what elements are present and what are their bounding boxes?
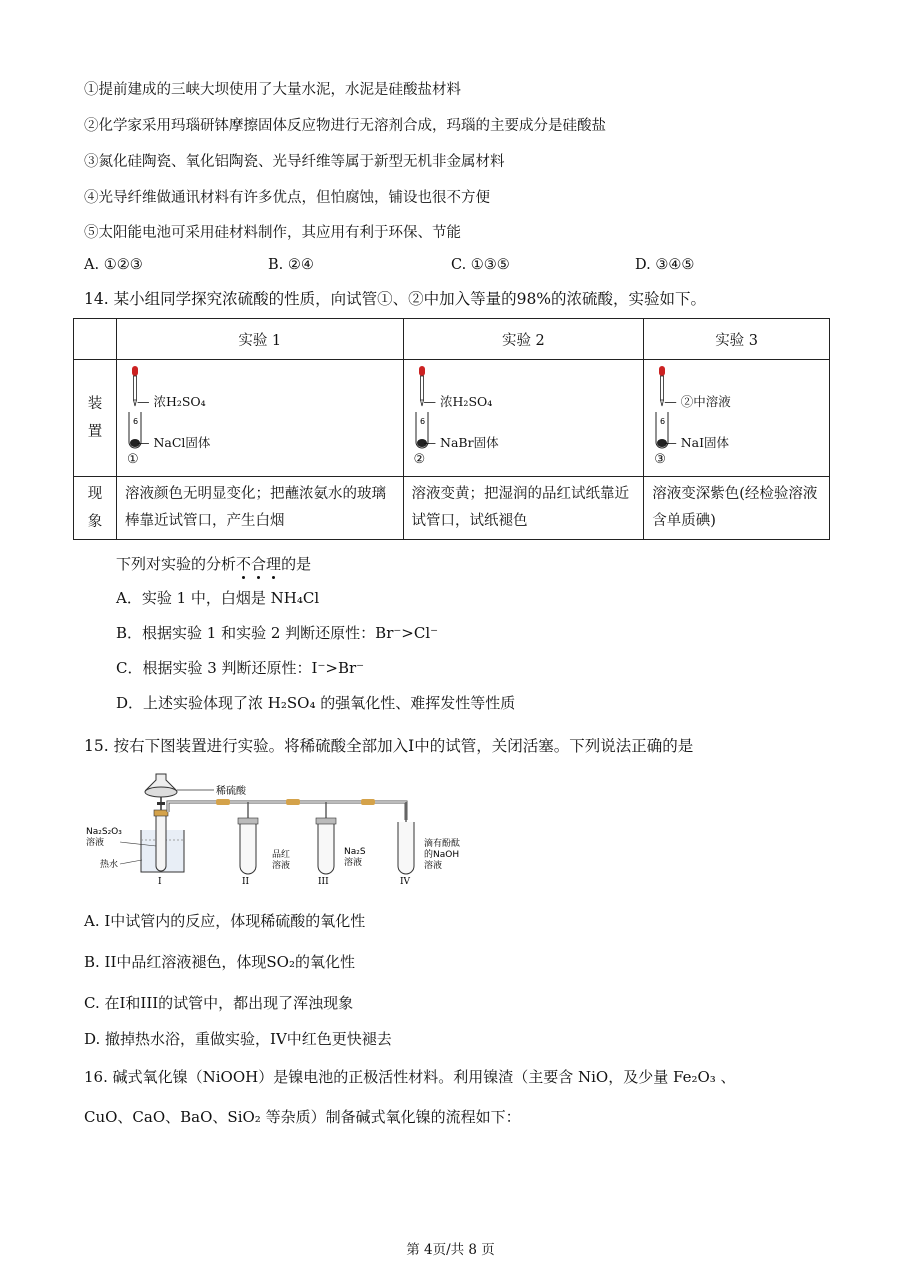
q14-option-d: D．上述实验体现了浓 H₂SO₄ 的强氧化性、难挥发性等性质 — [116, 694, 516, 712]
q15-option-b: B. II中品红溶液褪色，体现SO₂的氧化性 — [84, 953, 355, 971]
roman-1: I — [158, 877, 162, 887]
dropper-label-3: ②中溶液 — [680, 394, 731, 409]
q15-option-c: C. 在I和III的试管中，都出现了浑浊现象 — [84, 994, 354, 1012]
roman-3: III — [318, 877, 329, 887]
svg-text:6: 6 — [660, 417, 666, 426]
q14-option-b: B．根据实验 1 和实验 2 判断还原性：Br⁻>Cl⁻ — [116, 624, 439, 642]
tube-number-3: ③ — [654, 452, 666, 467]
apparatus-3: 6 — ②中溶液 — NaI固体 ③ — [644, 360, 830, 477]
roman-4: IV — [400, 877, 411, 887]
emphasis-char: 不 — [236, 555, 252, 573]
label-reagent-1: Na₂S₂O₃ — [86, 827, 122, 837]
label-tube4-1: 滴有酚酞 — [424, 839, 461, 849]
q13-statement-2: ②化学家采用玛瑙研钵摩擦固体反应物进行无溶剂合成，玛瑙的主要成分是硅酸盐 — [84, 118, 606, 134]
experiment-table — [73, 318, 830, 540]
q15-option-d: D. 撤掉热水浴，重做实验，IV中红色更快褪去 — [84, 1030, 392, 1048]
q15-apparatus-figure — [86, 770, 486, 888]
header-exp-2: 实验 2 — [403, 319, 644, 360]
label-tube3-1: Na₂S — [344, 847, 366, 857]
q13-option-b: B. ②④ — [268, 257, 314, 273]
q13-statement-1: ①提前建成的三峡大坝使用了大量水泥，水泥是硅酸盐材料 — [84, 82, 461, 98]
tube-label-2: NaBr固体 — [440, 435, 499, 450]
roman-2: II — [242, 877, 250, 887]
page-footer: 第 4页/共 8 页 — [406, 1242, 495, 1258]
q13-statement-4: ④光导纤维做通讯材料有许多优点，但怕腐蚀，铺设也很不方便 — [84, 190, 490, 206]
label-tube4-2: 的NaOH — [424, 850, 460, 860]
q15-stem: 15. 按右下图装置进行实验。将稀硫酸全部加入I中的试管，关闭活塞。下列说法正确的是 — [84, 737, 694, 755]
q16-line-1: 16. 碱式氧化镍（NiOOH）是镍电池的正极活性材料。利用镍渣（主要含 NiO，及少量 Fe₂O₃ 、 — [84, 1068, 736, 1086]
q14-option-a: A．实验 1 中，白烟是 NH₄Cl — [116, 589, 320, 607]
q13-statement-5: ⑤太阳能电池可采用硅材料制作，其应用有利于环保、节能 — [84, 225, 461, 241]
label-tube4-3: 溶液 — [424, 861, 443, 871]
q13-option-d: D. ③④⑤ — [635, 257, 695, 273]
tube-label-3: NaI固体 — [680, 435, 730, 450]
q13-statement-3: ③氮化硅陶瓷、氧化铝陶瓷、光导纤维等属于新型无机非金属材料 — [84, 154, 505, 170]
phenomenon-3: 溶液变深紫色(经检验溶液含单质碘) — [644, 477, 830, 540]
label-tube2-2: 溶液 — [272, 861, 291, 871]
phenomenon-2: 溶液变黄；把湿润的品红试纸靠近试管口，试纸褪色 — [403, 477, 644, 540]
header-exp-1: 实验 1 — [116, 319, 403, 360]
dropper-label-2: 浓H₂SO₄ — [440, 394, 493, 409]
label-acid: 稀硫酸 — [216, 786, 246, 797]
label-tube2-1: 品红 — [272, 850, 291, 860]
q14-option-c: C．根据实验 3 判断还原性：I⁻>Br⁻ — [116, 659, 365, 677]
q14-prompt: 下列对实验的分析不合理的是 — [116, 555, 312, 573]
label-reagent-2: 溶液 — [86, 838, 105, 848]
svg-text:6: 6 — [132, 417, 139, 426]
row-label-apparatus: 装 置 — [74, 360, 117, 477]
svg-text:6: 6 — [419, 417, 425, 426]
q16-line-2: CuO、CaO、BaO、SiO₂ 等杂质）制备碱式氧化镍的流程如下： — [84, 1108, 521, 1126]
q14-stem: 14. 某小组同学探究浓硫酸的性质，向试管①、②中加入等量的98%的浓硫酸，实验如下。 — [84, 290, 707, 308]
label-tube3-2: 溶液 — [344, 858, 363, 868]
apparatus-1: 6 — 浓H₂SO₄ — NaCl固体 ① — [116, 360, 403, 477]
tube-number-1: ① — [126, 452, 139, 467]
q13-option-a: A. ①②③ — [84, 257, 143, 273]
label-hot-water: 热水 — [100, 860, 119, 870]
phenomenon-1: 溶液颜色无明显变化；把蘸浓氨水的玻璃棒靠近试管口，产生白烟 — [116, 477, 403, 540]
tube-label-1: NaCl固体 — [153, 435, 211, 450]
tube-number-2: ② — [413, 452, 426, 467]
q15-option-a: A. I中试管内的反应，体现稀硫酸的氧化性 — [84, 912, 366, 930]
q14-emphasis — [236, 555, 281, 573]
header-exp-3: 实验 3 — [644, 319, 830, 360]
dropper-label-1: 浓H₂SO₄ — [153, 394, 206, 409]
q13-option-c: C. ①③⑤ — [451, 257, 510, 273]
emphasis-char: 合 — [251, 555, 267, 573]
row-label-phenomenon: 现 象 — [74, 477, 117, 540]
apparatus-2: 6 — 浓H₂SO₄ — NaBr固体 ② — [403, 360, 644, 477]
emphasis-char: 理 — [266, 555, 282, 573]
